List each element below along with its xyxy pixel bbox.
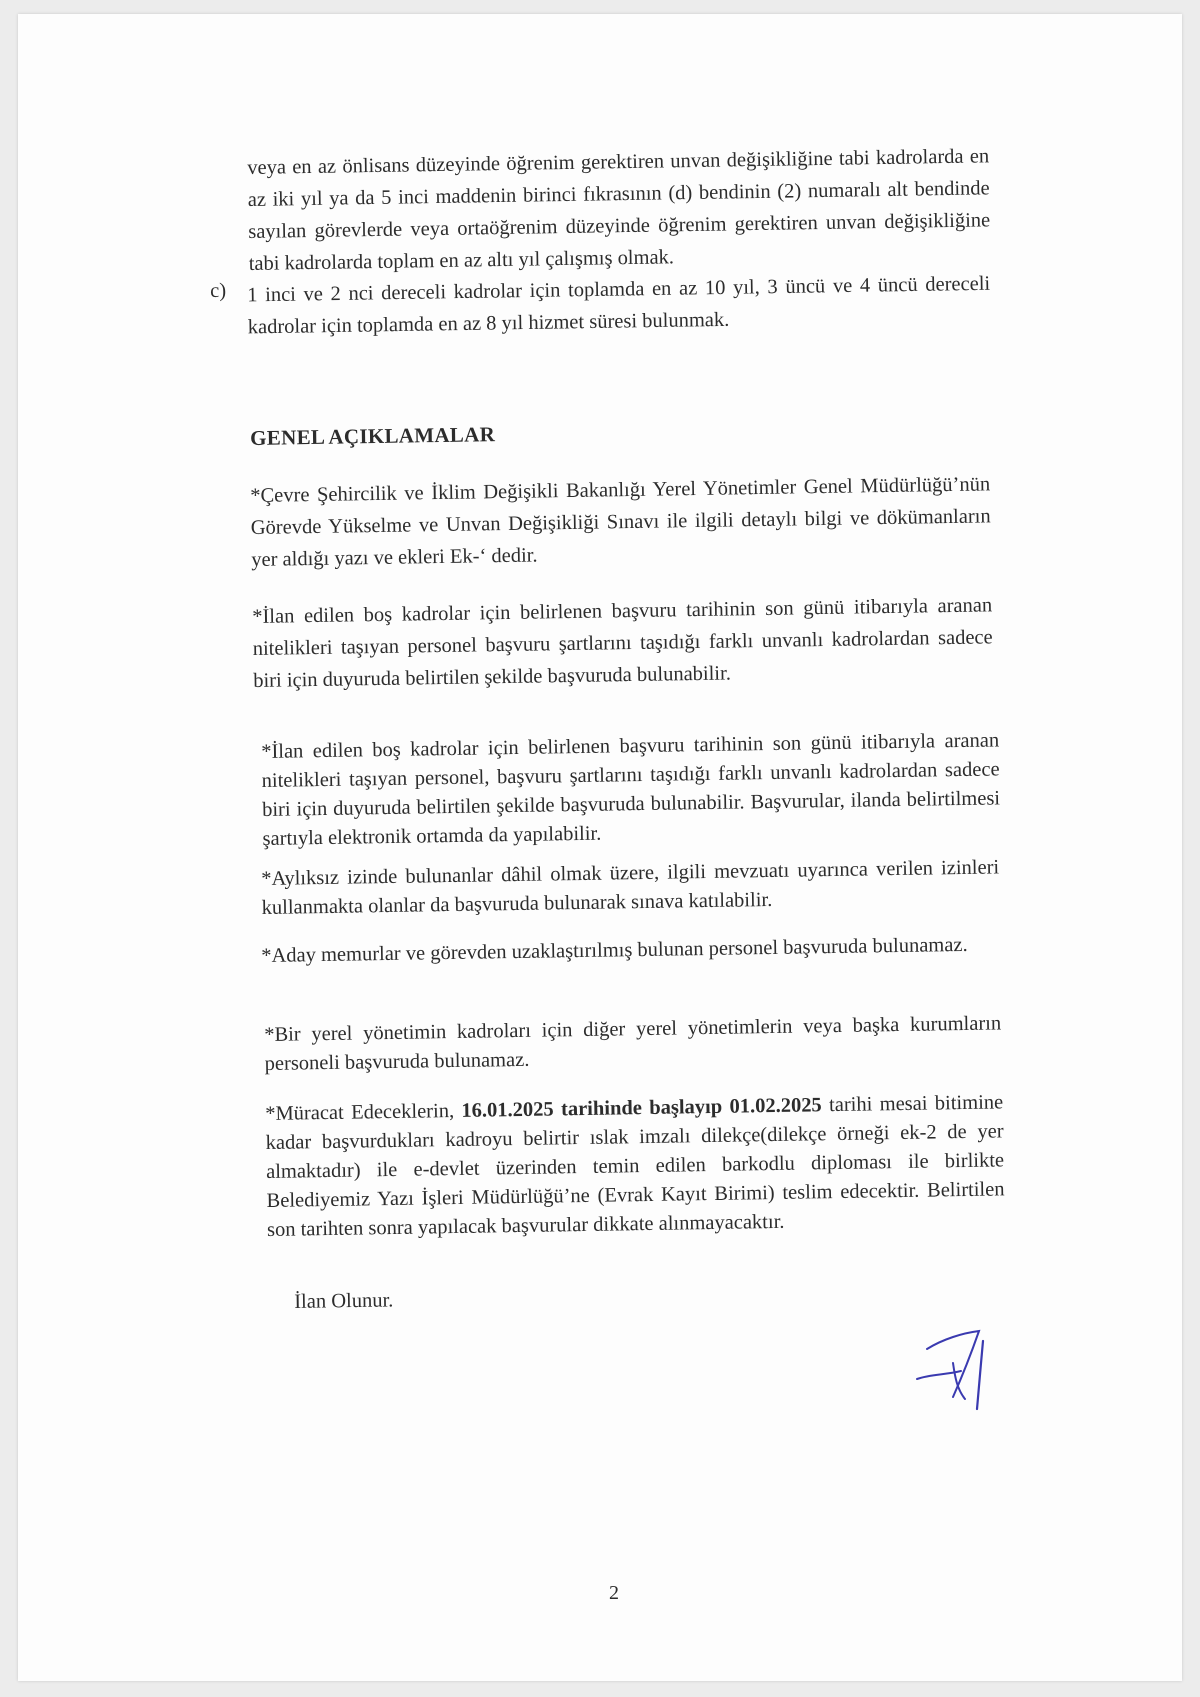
paragraph-4-block [261, 853, 1000, 923]
list-item-c [210, 268, 991, 344]
application-prefix: *Müracat Edeceklerin, [265, 1099, 462, 1125]
section-heading [250, 418, 750, 451]
closing-text: İlan Olunur. [294, 1289, 394, 1313]
continuation-block [247, 140, 991, 280]
paragraph-1-block [250, 468, 991, 576]
application-block [265, 1088, 1005, 1245]
paragraph-4: *Aylıksız izinde bulunanlar dâhil olmak üzere, ilgili mevzuatı uyarınca verilen izinleri kullanmakta olanlar da başvuruda bulunarak sınava katılabilir. [261, 856, 1000, 919]
application-suffix: tarihi mesai bitimine kadar başvurdukları kadroyu belirtir ıslak imzalı dilekçe(dilekçe örneği ek-2 de yer almaktadır) ile e-devlet üzerinden temin edilen barkodlu diploması ile birlikte Belediyemiz Yazı İşleri Müdürlüğü’ne (Evrak Kayıt Birimi) teslim edecektir. Belirtilen son tarihten sonra yapılacak başvurular dikkate alınmayacaktır. [265, 1091, 1005, 1241]
page-content [18, 14, 1182, 1681]
list-marker-c: c) [210, 279, 227, 302]
paragraph-6: *Bir yerel yönetimin kadroları için diğer yerel yönetimlerin veya başka kurumların personeli başvuruda bulunamaz. [264, 1012, 1002, 1075]
paragraph-2: *İlan edilen boş kadrolar için belirlenen başvuru tarihinin son günü itibarıyla aranan nitelikleri taşıyan personel başvuru şartlarını taşıdığı farklı unvanlı kadrolardan sadece biri için duyuruda belirtilen şekilde başvuruda bulunabilir. [252, 594, 993, 692]
list-item-c-text: 1 inci ve 2 nci dereceli kadrolar için toplamda en az 10 yıl, 3 üncü ve 4 üncü dereceli kadrolar için toplamda en az 8 yıl hizmet süresi bulunmak. [247, 272, 991, 339]
handwritten-signature [913, 1319, 993, 1419]
page-number: 2 [609, 1582, 619, 1604]
paragraph-3: *İlan edilen boş kadrolar için belirlenen başvuru tarihinin son günü itibarıyla aranan nitelikleri taşıyan personel, başvuru şartlarını taşıdığı farklı unvanlı kadrolardan sadece biri için duyuruda belirtilen şekilde başvuruda bulunabilir. Başvurular, ilanda belirtilmesi şartıyla elektronik ortamda da yapılabilir. [261, 729, 1001, 850]
application-paragraph [265, 1088, 1005, 1245]
paragraph-3-block [261, 726, 1001, 854]
paragraph-5-block [261, 930, 999, 971]
paragraph-6-block [264, 1009, 1002, 1079]
application-dates: 16.01.2025 tarihinde başlayıp 01.02.2025 [461, 1094, 822, 1122]
paragraph-5: *Aday memurlar ve görevden uzaklaştırılmış bulunan personel başvuruda bulunamaz. [261, 933, 968, 967]
closing-block [294, 1281, 594, 1318]
paragraph-2-block [252, 589, 993, 697]
document-page [18, 14, 1182, 1681]
paragraph-1: *Çevre Şehircilik ve İklim Değişikli Bakanlığı Yerel Yönetimler Genel Müdürlüğü’nün Görevde Yükselme ve Unvan Değişikliği Sınavı ile ilgili detaylı bilgi ve dökümanların yer aldığı yazı ve ekleri Ek-‘ dedir. [250, 473, 991, 571]
continuation-paragraph: veya en az önlisans düzeyinde öğrenim gerektiren unvan değişikliğine tabi kadrolarda en az iki yıl ya da 5 inci maddenin birinci fıkrasının (d) bendinin (2) numaralı alt bendinde sayılan görevlerde veya ortaöğrenim düzeyinde öğrenim gerektiren unvan değişikliğine tabi kadrolarda toplam en az altı yıl çalışmış olmak. [247, 145, 991, 275]
heading-genel-aciklamalar: GENEL AÇIKLAMALAR [250, 422, 496, 450]
